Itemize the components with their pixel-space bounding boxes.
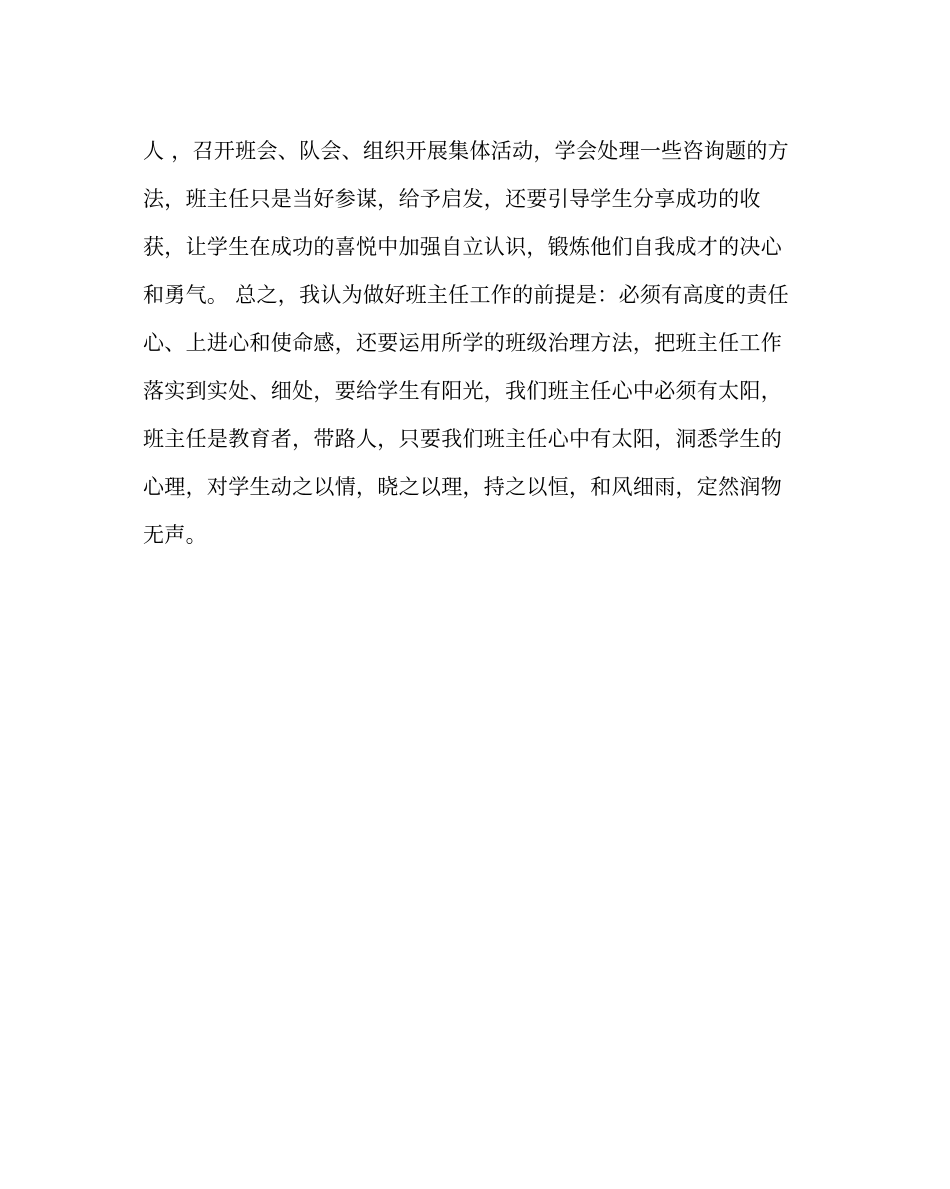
- paragraph-line-5: 心、上进心和使命感，还要运用所学的班级治理方法，把班主任工作: [143, 331, 782, 355]
- paragraph-line-8: 心理，对学生动之以情，晓之以理，持之以恒，和风细雨，定然润物: [143, 475, 782, 499]
- paragraph-line-1: 人 ，召开班会、队会、组织开展集体活动，学会处理一些咨询题的方: [143, 139, 789, 163]
- body-paragraph: [143, 127, 823, 559]
- paragraph-line-2: 法，班主任只是当好参谋，给予启发，还要引导学生分享成功的收: [143, 187, 761, 211]
- paragraph-line-6: 落实到实处、细处，要给学生有阳光，我们班主任心中必须有太阳，: [143, 379, 782, 403]
- paragraph-line-3: 获，让学生在成功的喜悦中加强自立认识，锻炼他们自我成才的决心: [143, 235, 782, 259]
- paragraph-line-9: 无声。: [143, 523, 207, 547]
- paragraph-line-4: 和勇气。 总之，我认为做好班主任工作的前提是：必须有高度的责任: [143, 283, 789, 307]
- paragraph-line-7: 班主任是教育者，带路人，只要我们班主任心中有太阳，洞悉学生的: [143, 427, 782, 451]
